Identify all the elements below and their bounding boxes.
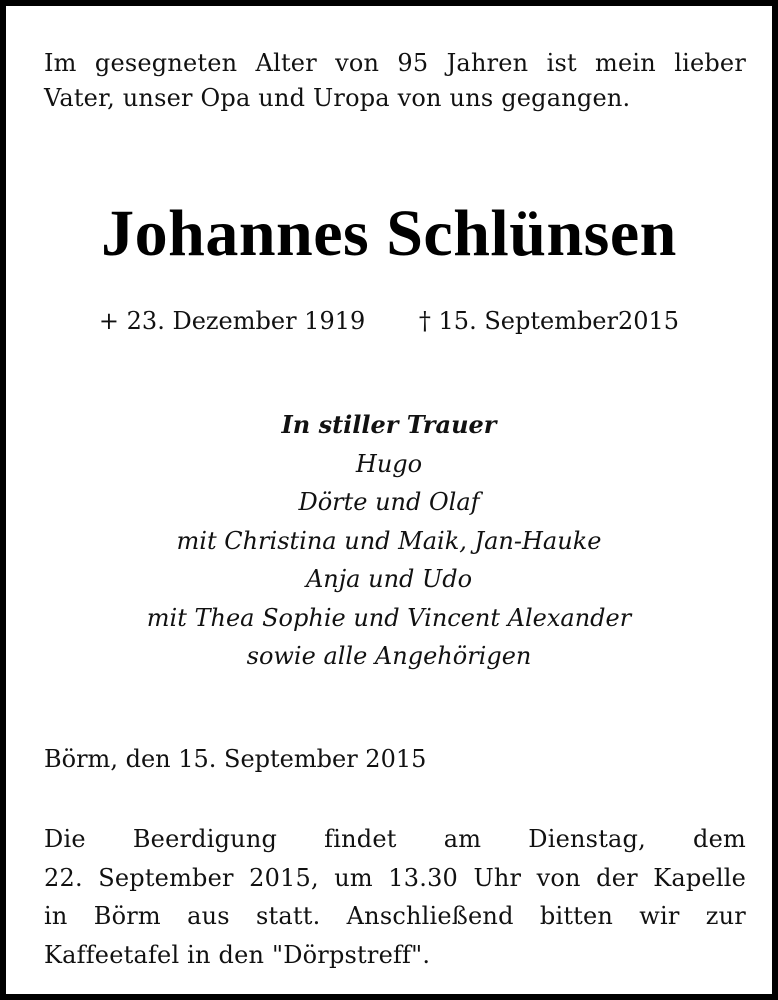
funeral-line-1: Die Beerdigung findet am Dienstag, dem <box>44 825 746 853</box>
mourner-line: Hugo <box>355 449 423 478</box>
funeral-details <box>44 820 746 974</box>
funeral-line-2: 22. September 2015, um 13.30 Uhr von der Kapelle <box>44 863 746 892</box>
intro-line-2: Vater, unser Opa und Uropa von uns gegangen. <box>44 84 631 112</box>
mourner-line: mit Thea Sophie und Vincent Alexander <box>146 603 632 632</box>
life-dates <box>6 304 772 338</box>
mourners-heading: In stiller Trauer <box>281 410 497 439</box>
funeral-line-4: Kaffeetafel in den "Dörpstreff". <box>44 940 431 969</box>
death-date: † 15. September2015 <box>418 307 680 335</box>
deceased-name: Johannes Schlünsen <box>101 197 677 270</box>
intro-line-1: Im gesegneten Alter von 95 Jahren ist mein lieber <box>44 49 746 77</box>
funeral-line-3: in Börm aus statt. Anschließend bitten wir zur <box>44 902 746 930</box>
place-and-date: Börm, den 15. September 2015 <box>44 745 427 773</box>
mourner-line: Dörte und Olaf <box>298 488 480 516</box>
birth-date: + 23. Dezember 1919 <box>98 307 366 335</box>
mourner-line: sowie alle Angehörigen <box>246 642 532 670</box>
mourners-list <box>6 406 772 676</box>
intro-text <box>44 46 746 116</box>
mourner-line: mit Christina und Maik, Jan-Hauke <box>176 526 602 555</box>
mourner-line: Anja und Udo <box>305 565 473 593</box>
